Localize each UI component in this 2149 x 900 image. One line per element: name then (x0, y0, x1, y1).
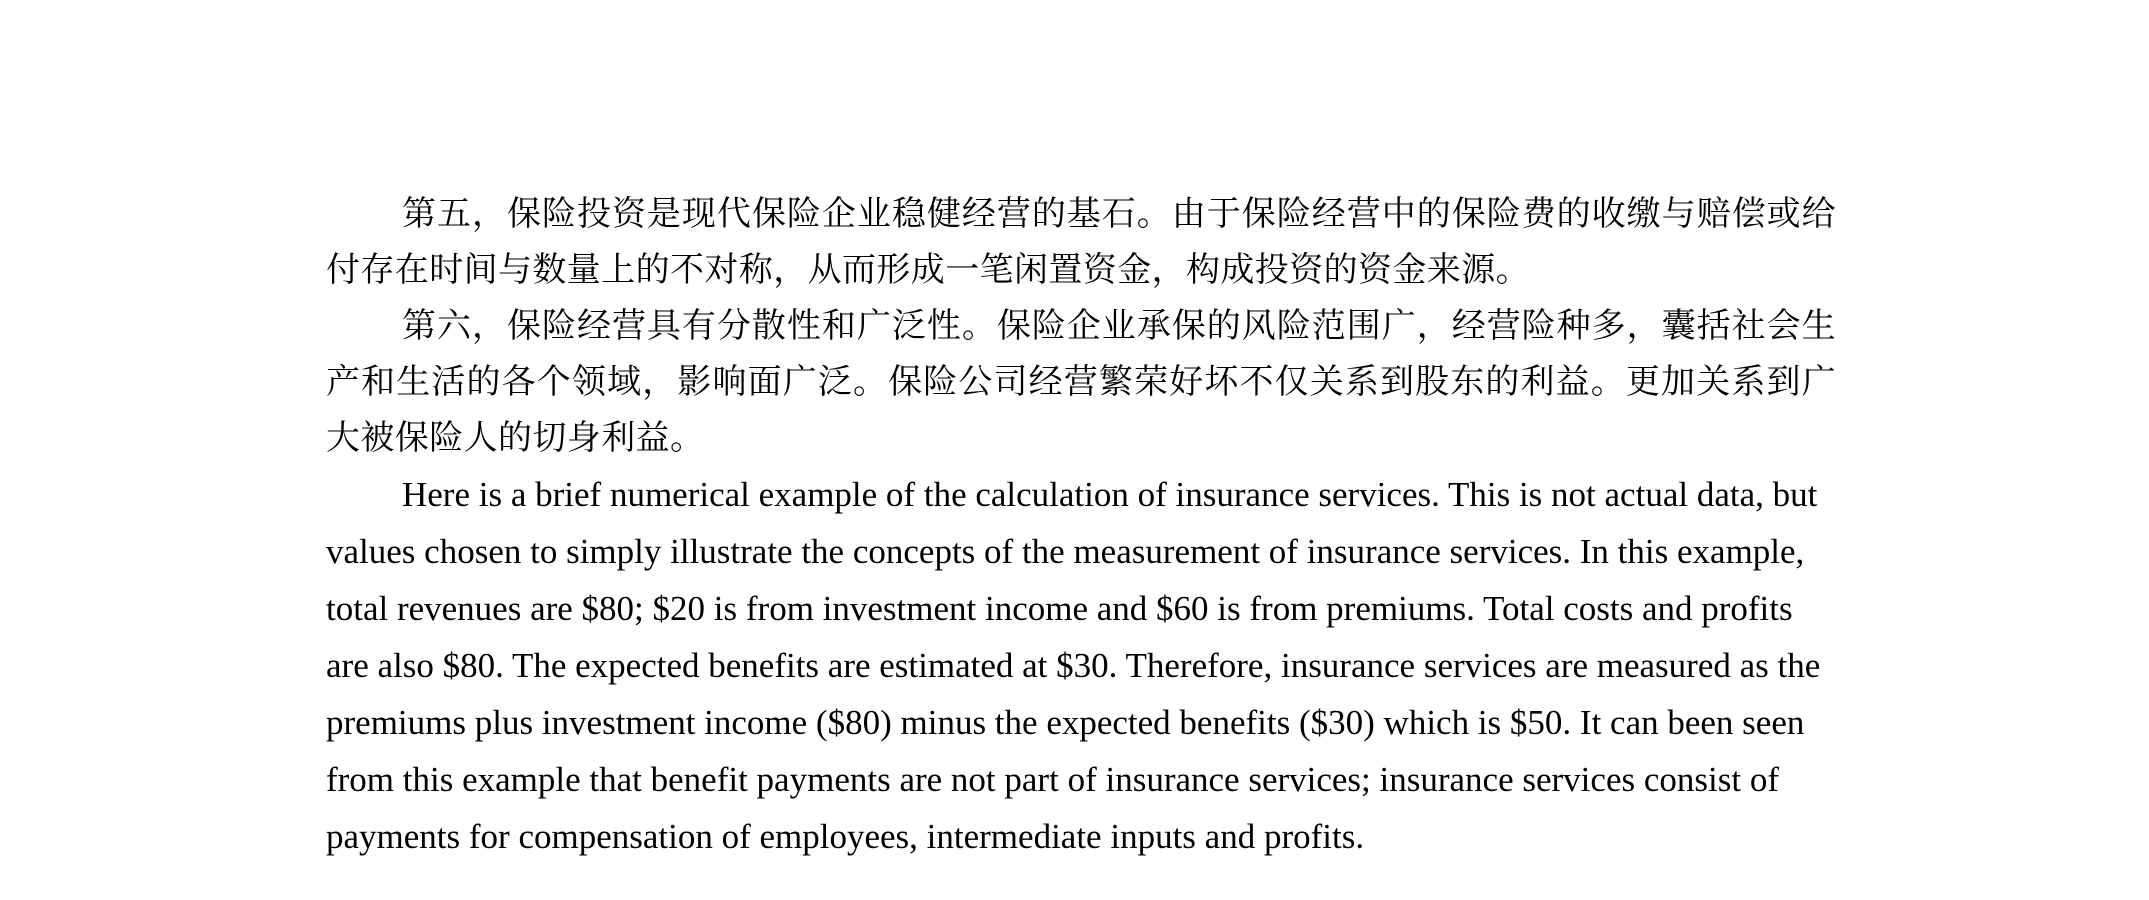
document-body (326, 186, 1836, 865)
paragraph-numerical-example: Here is a brief numerical example of the calculation of insurance services. This is not actual data, but values chosen to simply illustrate the concepts of the measurement of insurance services. In this example, total revenues are $80; $20 is from investment income and $60 is from premiums. Total costs and profits are also $80. The expected benefits are estimated at $30. Therefore, insurance services are measured as the premiums plus investment income ($80) minus the expected benefits ($30) which is $50. It can been seen from this example that benefit payments are not part of insurance services; insurance services consist of payments for compensation of employees, intermediate inputs and profits. (326, 475, 1821, 856)
paragraph-insurance-dispersion: 第六，保险经营具有分散性和广泛性。保险企业承保的风险范围广，经营险种多，囊括社会生产和生活的各个领域，影响面广泛。保险公司经营繁荣好坏不仅关系到股东的利益。更加关系到广大被保险人的切身利益。 (326, 306, 1836, 458)
paragraph-insurance-investment: 第五，保险投资是现代保险企业稳健经营的基石。由于保险经营中的保险费的收缴与赔偿或给付存在时间与数量上的不对称，从而形成一笔闲置资金，构成投资的资金来源。 (326, 194, 1836, 290)
